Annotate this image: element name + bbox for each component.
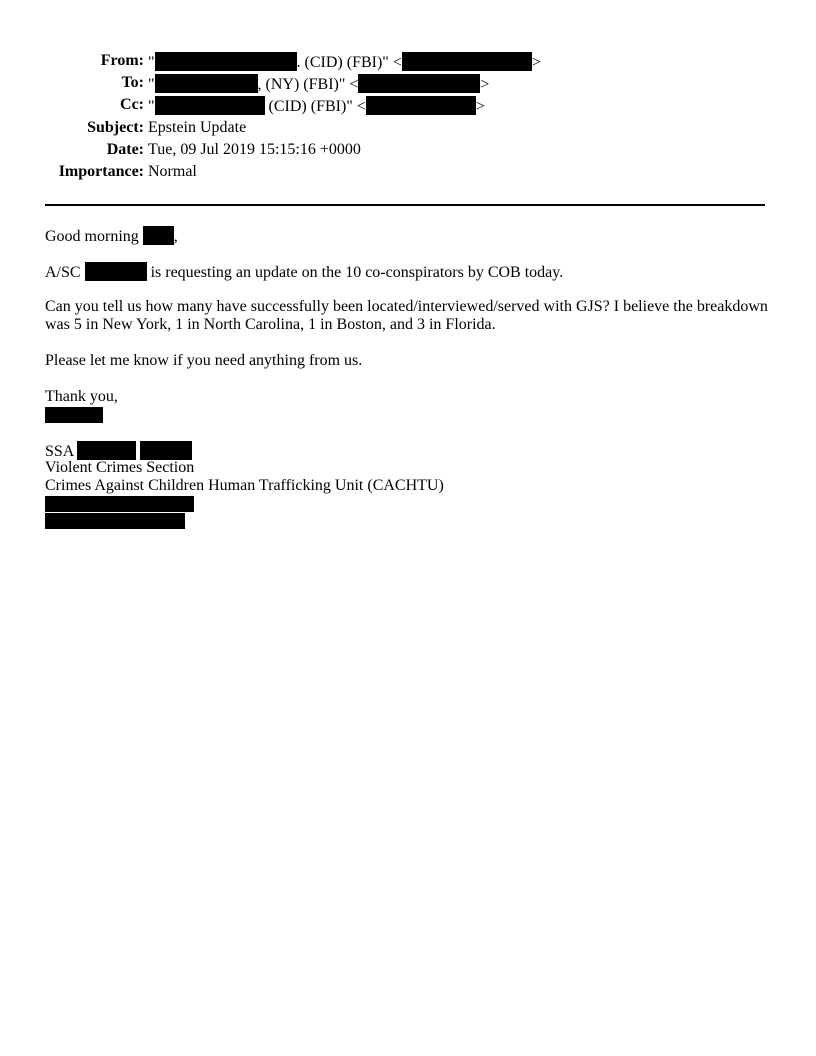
question-line-2: was 5 in New York, 1 in North Carolina, 1 in Boston, and 3 in Florida.: [45, 316, 496, 333]
email-body: [45, 226, 773, 529]
subject-row: [0, 119, 816, 139]
offer-line: Please let me know if you need anything from us.: [45, 352, 363, 369]
signature-section: Violent Crimes Section: [45, 459, 195, 476]
greeting-paragraph: [45, 226, 773, 244]
redaction-block: [45, 407, 103, 423]
offer-paragraph: [45, 352, 773, 370]
redaction-block: [358, 74, 480, 93]
question-paragraph: [45, 298, 773, 334]
redaction-block: [77, 441, 136, 460]
date-label: Date:: [106, 141, 144, 158]
cc-row: [0, 96, 816, 116]
redaction-block: [155, 52, 297, 71]
cc-suffix: (CID) (FBI)" <: [264, 98, 366, 115]
redaction-block: [143, 226, 174, 245]
importance-row: [0, 163, 816, 183]
to-suffix: , (NY) (FBI)" <: [257, 76, 359, 93]
header-divider: [45, 204, 765, 206]
from-label: From:: [100, 52, 144, 69]
greeting-comma: ,: [173, 228, 178, 245]
redaction-block: [85, 262, 147, 281]
to-quote: ": [148, 76, 155, 93]
redaction-block: [45, 513, 185, 529]
from-quote: ": [148, 54, 155, 71]
closing-paragraph: [45, 388, 773, 423]
from-suffix: . (CID) (FBI)" <: [296, 54, 402, 71]
request-line: [45, 262, 773, 280]
question-line-1: Can you tell us how many have successfully been located/interviewed/served with GJS? I believe the breakdown: [45, 298, 768, 315]
request-paragraph: [45, 262, 773, 280]
redaction-block: [45, 496, 194, 512]
signature-title: SSA: [45, 443, 78, 460]
redaction-block: [155, 96, 265, 115]
greeting-text: Good morning: [45, 228, 143, 245]
cc-close: >: [475, 98, 485, 115]
to-label: To:: [121, 74, 144, 91]
signature-unit: Crimes Against Children Human Trafficking Unit (CACHTU): [45, 477, 444, 494]
date-value: Tue, 09 Jul 2019 15:15:16 +0000: [148, 141, 361, 158]
cc-quote: ": [148, 98, 155, 115]
request-prefix: A/SC: [45, 264, 85, 281]
signature-title-line: [45, 441, 773, 459]
importance-label: Importance:: [58, 163, 144, 180]
redaction-block: [402, 52, 532, 71]
redaction-block: [366, 96, 476, 115]
request-text: is requesting an update on the 10 co-conspirators by COB today.: [146, 264, 564, 281]
signature-block: [45, 441, 773, 529]
to-value: [148, 74, 489, 94]
to-close: >: [480, 76, 490, 93]
from-close: >: [531, 54, 541, 71]
subject-label: Subject:: [87, 119, 144, 136]
date-row: [0, 141, 816, 161]
closing-line: Thank you,: [45, 388, 118, 405]
from-row: [0, 52, 816, 72]
cc-label: Cc:: [120, 96, 144, 113]
from-value: [148, 52, 541, 72]
redaction-block: [155, 74, 258, 93]
subject-value: Epstein Update: [148, 119, 247, 136]
greeting-line: [45, 226, 773, 244]
redaction-block: [140, 441, 192, 460]
importance-value: Normal: [148, 163, 197, 180]
cc-value: [148, 96, 485, 116]
to-row: [0, 74, 816, 94]
